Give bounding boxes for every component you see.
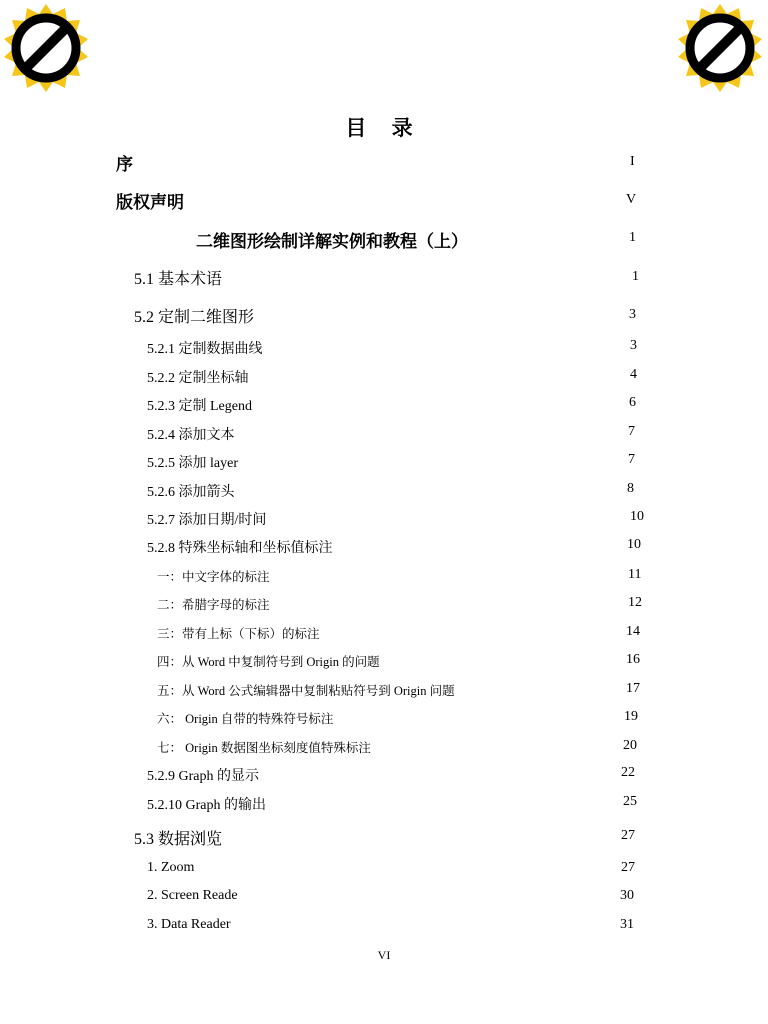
toc-entry[interactable] [0,338,768,364]
toc-entry[interactable] [0,765,768,791]
toc-entry-label: 5.2.9 Graph 的显示 [147,769,259,784]
toc-entry-page: 11 [628,567,642,582]
toc-entry-label: 二：希腊字母的标注 [157,598,270,612]
toc-entry-page: 10 [630,509,644,524]
toc-entry-page: 3 [629,307,636,322]
toc-entry-label: 5.2.4 添加文本 [147,428,235,443]
toc-entry-page: 14 [626,624,640,639]
toc-entry-page: 20 [623,738,637,753]
toc-entry-label: 三：带有上标（下标）的标注 [157,627,320,641]
page-title: 目 录 [345,116,423,140]
toc-entry-label: 5.3 数据浏览 [134,831,223,848]
toc-entry-page: 31 [620,917,634,932]
no-entry-icon [0,2,92,94]
toc-entry-label: 六： Origin 自带的特殊符号标注 [157,712,334,726]
toc-entry-label: 5.2.3 定制 Legend [147,399,252,414]
toc-entry[interactable] [0,624,768,650]
toc-entry-label: 版权声明 [116,193,184,212]
toc-entry[interactable] [0,595,768,621]
toc-entry-label: 一：中文字体的标注 [157,570,270,584]
toc-entry-page: 27 [621,828,635,843]
page-number: VI [377,948,391,962]
toc-entry-page: 27 [621,860,635,875]
toc-entry-page: 1 [632,269,639,284]
toc-entry-page: 16 [626,652,640,667]
toc-entry-label: 5.1 基本术语 [134,271,223,288]
toc-entry-page: 19 [624,709,638,724]
toc-entry-label: 5.2.1 定制数据曲线 [147,342,263,357]
toc-entry-page: 1 [629,230,636,245]
toc-entry-label: 5.2.6 添加箭头 [147,485,235,500]
toc-entry[interactable] [0,266,768,292]
toc-entry-label: 2. Screen Reade [147,888,238,903]
toc-entry-page: 12 [628,595,642,610]
toc-entry-label: 四：从 Word 中复制符号到 Origin 的问题 [157,655,380,669]
toc-entry-label: 5.2.5 添加 layer [147,456,238,471]
toc-entry[interactable] [0,917,768,943]
toc-entry[interactable] [0,652,768,678]
toc-entry-label: 序 [116,155,133,174]
toc-entry[interactable] [0,424,768,450]
toc-entry-page: 4 [630,367,637,382]
toc-entry-page: 22 [621,765,635,780]
toc-entry[interactable] [0,367,768,393]
toc-entry[interactable] [0,395,768,421]
toc-entry-page: 25 [623,794,637,809]
toc-entry-label: 5.2.7 添加日期/时间 [147,513,267,528]
toc-entry[interactable] [0,452,768,478]
toc-entry-page: 17 [626,681,640,696]
toc-entry-label: 5.2 定制二维图形 [134,309,255,326]
toc-entry[interactable] [0,709,768,735]
toc-entry-label: 二维图形绘制详解实例和教程（上） [196,232,468,251]
toc-entry[interactable] [0,681,768,707]
toc-entry-label: 五：从 Word 公式编辑器中复制粘贴符号到 Origin 问题 [157,684,455,698]
toc-entry[interactable] [0,794,768,820]
toc-entry-label: 5.2.2 定制坐标轴 [147,371,249,386]
toc-entry-page: 7 [628,452,635,467]
toc-entry[interactable] [0,481,768,507]
toc-entry[interactable] [0,888,768,914]
toc-entry-label: 5.2.8 特殊坐标轴和坐标值标注 [147,541,333,556]
toc-entry[interactable] [0,509,768,535]
toc-entry-page: 7 [628,424,635,439]
toc-entry-page: 3 [630,338,637,353]
toc-entry[interactable] [0,826,768,852]
toc-entry-page: I [630,154,635,169]
toc-entry-page: 8 [627,481,634,496]
toc-entry-label: 3. Data Reader [147,917,231,932]
toc-entry[interactable] [0,537,768,563]
toc-entry-label: 七： Origin 数据图坐标刻度值特殊标注 [157,741,371,755]
toc-entry[interactable] [0,188,768,214]
toc-entry-page: 6 [629,395,636,410]
toc-entry[interactable] [0,567,768,593]
toc-entry-page: 10 [627,537,641,552]
toc-entry-page: V [626,192,637,207]
toc-entry-page: 30 [620,888,634,903]
toc-entry[interactable] [0,860,768,886]
toc-entry-label: 1. Zoom [147,860,195,875]
toc-entry[interactable] [0,304,768,330]
toc-entry[interactable] [0,227,768,253]
toc-entry[interactable] [0,150,768,176]
no-entry-icon [674,2,766,94]
toc-entry[interactable] [0,738,768,764]
toc-entry-label: 5.2.10 Graph 的输出 [147,798,266,813]
